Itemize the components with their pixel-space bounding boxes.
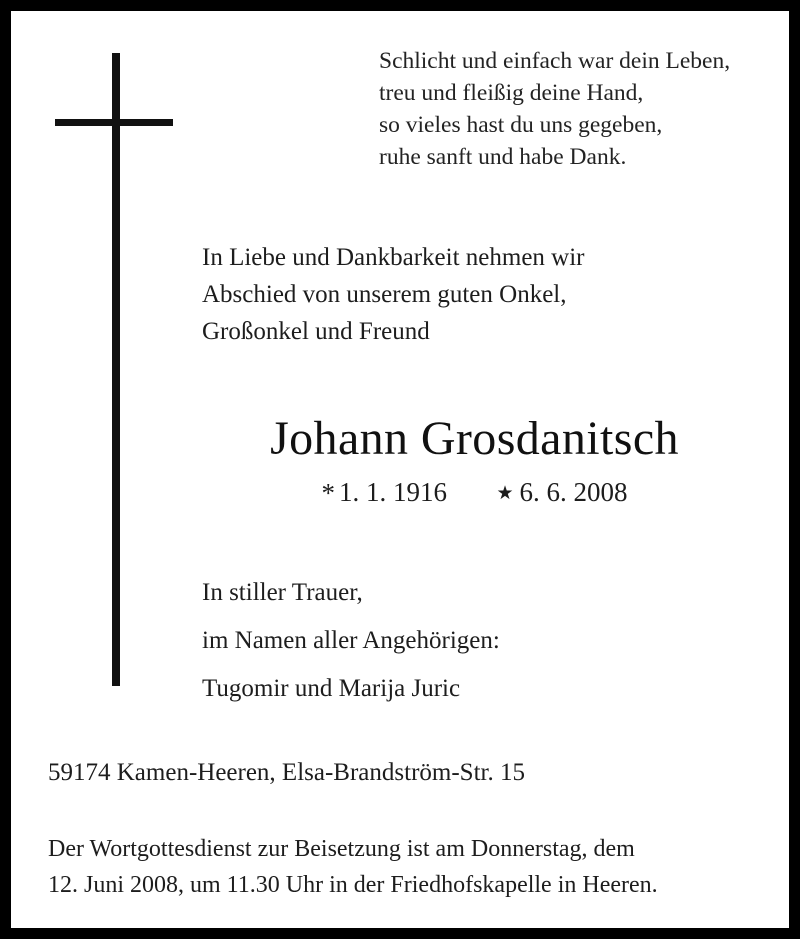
poem-line: so vieles hast du uns gegeben, (379, 112, 663, 138)
birth-asterisk-icon: * (321, 478, 335, 508)
dedication-line: In Liebe und Dankbarkeit nehmen wir (202, 244, 585, 271)
dedication-line: Großonkel und Freund (202, 318, 430, 345)
mourners-line: In stiller Trauer, (202, 579, 363, 606)
poem-line: treu und fleißig deine Hand, (379, 80, 644, 106)
latin-cross-icon (11, 11, 211, 711)
service-line: Der Wortgottesdienst zur Beisetzung ist am Donnerstag, dem (48, 836, 635, 862)
poem-line: ruhe sanft und habe Dank. (379, 144, 627, 170)
obituary-card (11, 11, 789, 928)
service-notice (48, 831, 778, 903)
deceased-name: Johann Grosdanitsch (270, 412, 679, 465)
deceased-block (202, 409, 747, 511)
poem-line: Schlicht und einfach war dein Leben, (379, 48, 731, 74)
cross-horizontal-bar (55, 119, 173, 126)
dedication-line: Abschied von unserem guten Onkel, (202, 281, 567, 308)
mourners-block (202, 569, 722, 713)
dedication-text (202, 239, 732, 350)
birth-date: 1. 1. 1916 (338, 477, 447, 507)
life-dates (202, 475, 747, 511)
death-star-icon: ★ (496, 483, 514, 504)
cross-vertical-bar (112, 53, 120, 686)
memorial-poem (379, 45, 789, 173)
death-date-group (496, 475, 627, 511)
service-line: 12. Juni 2008, um 11.30 Uhr in der Friedhofskapelle in Heeren. (48, 872, 658, 898)
death-date: 6. 6. 2008 (519, 477, 628, 507)
birth-date-group (321, 475, 447, 510)
mourners-line: Tugomir und Marija Juric (202, 675, 461, 702)
mourners-line: im Namen aller Angehörigen: (202, 627, 500, 654)
address-line: 59174 Kamen-Heeren, Elsa-Brandström-Str. 15 (48, 759, 525, 786)
